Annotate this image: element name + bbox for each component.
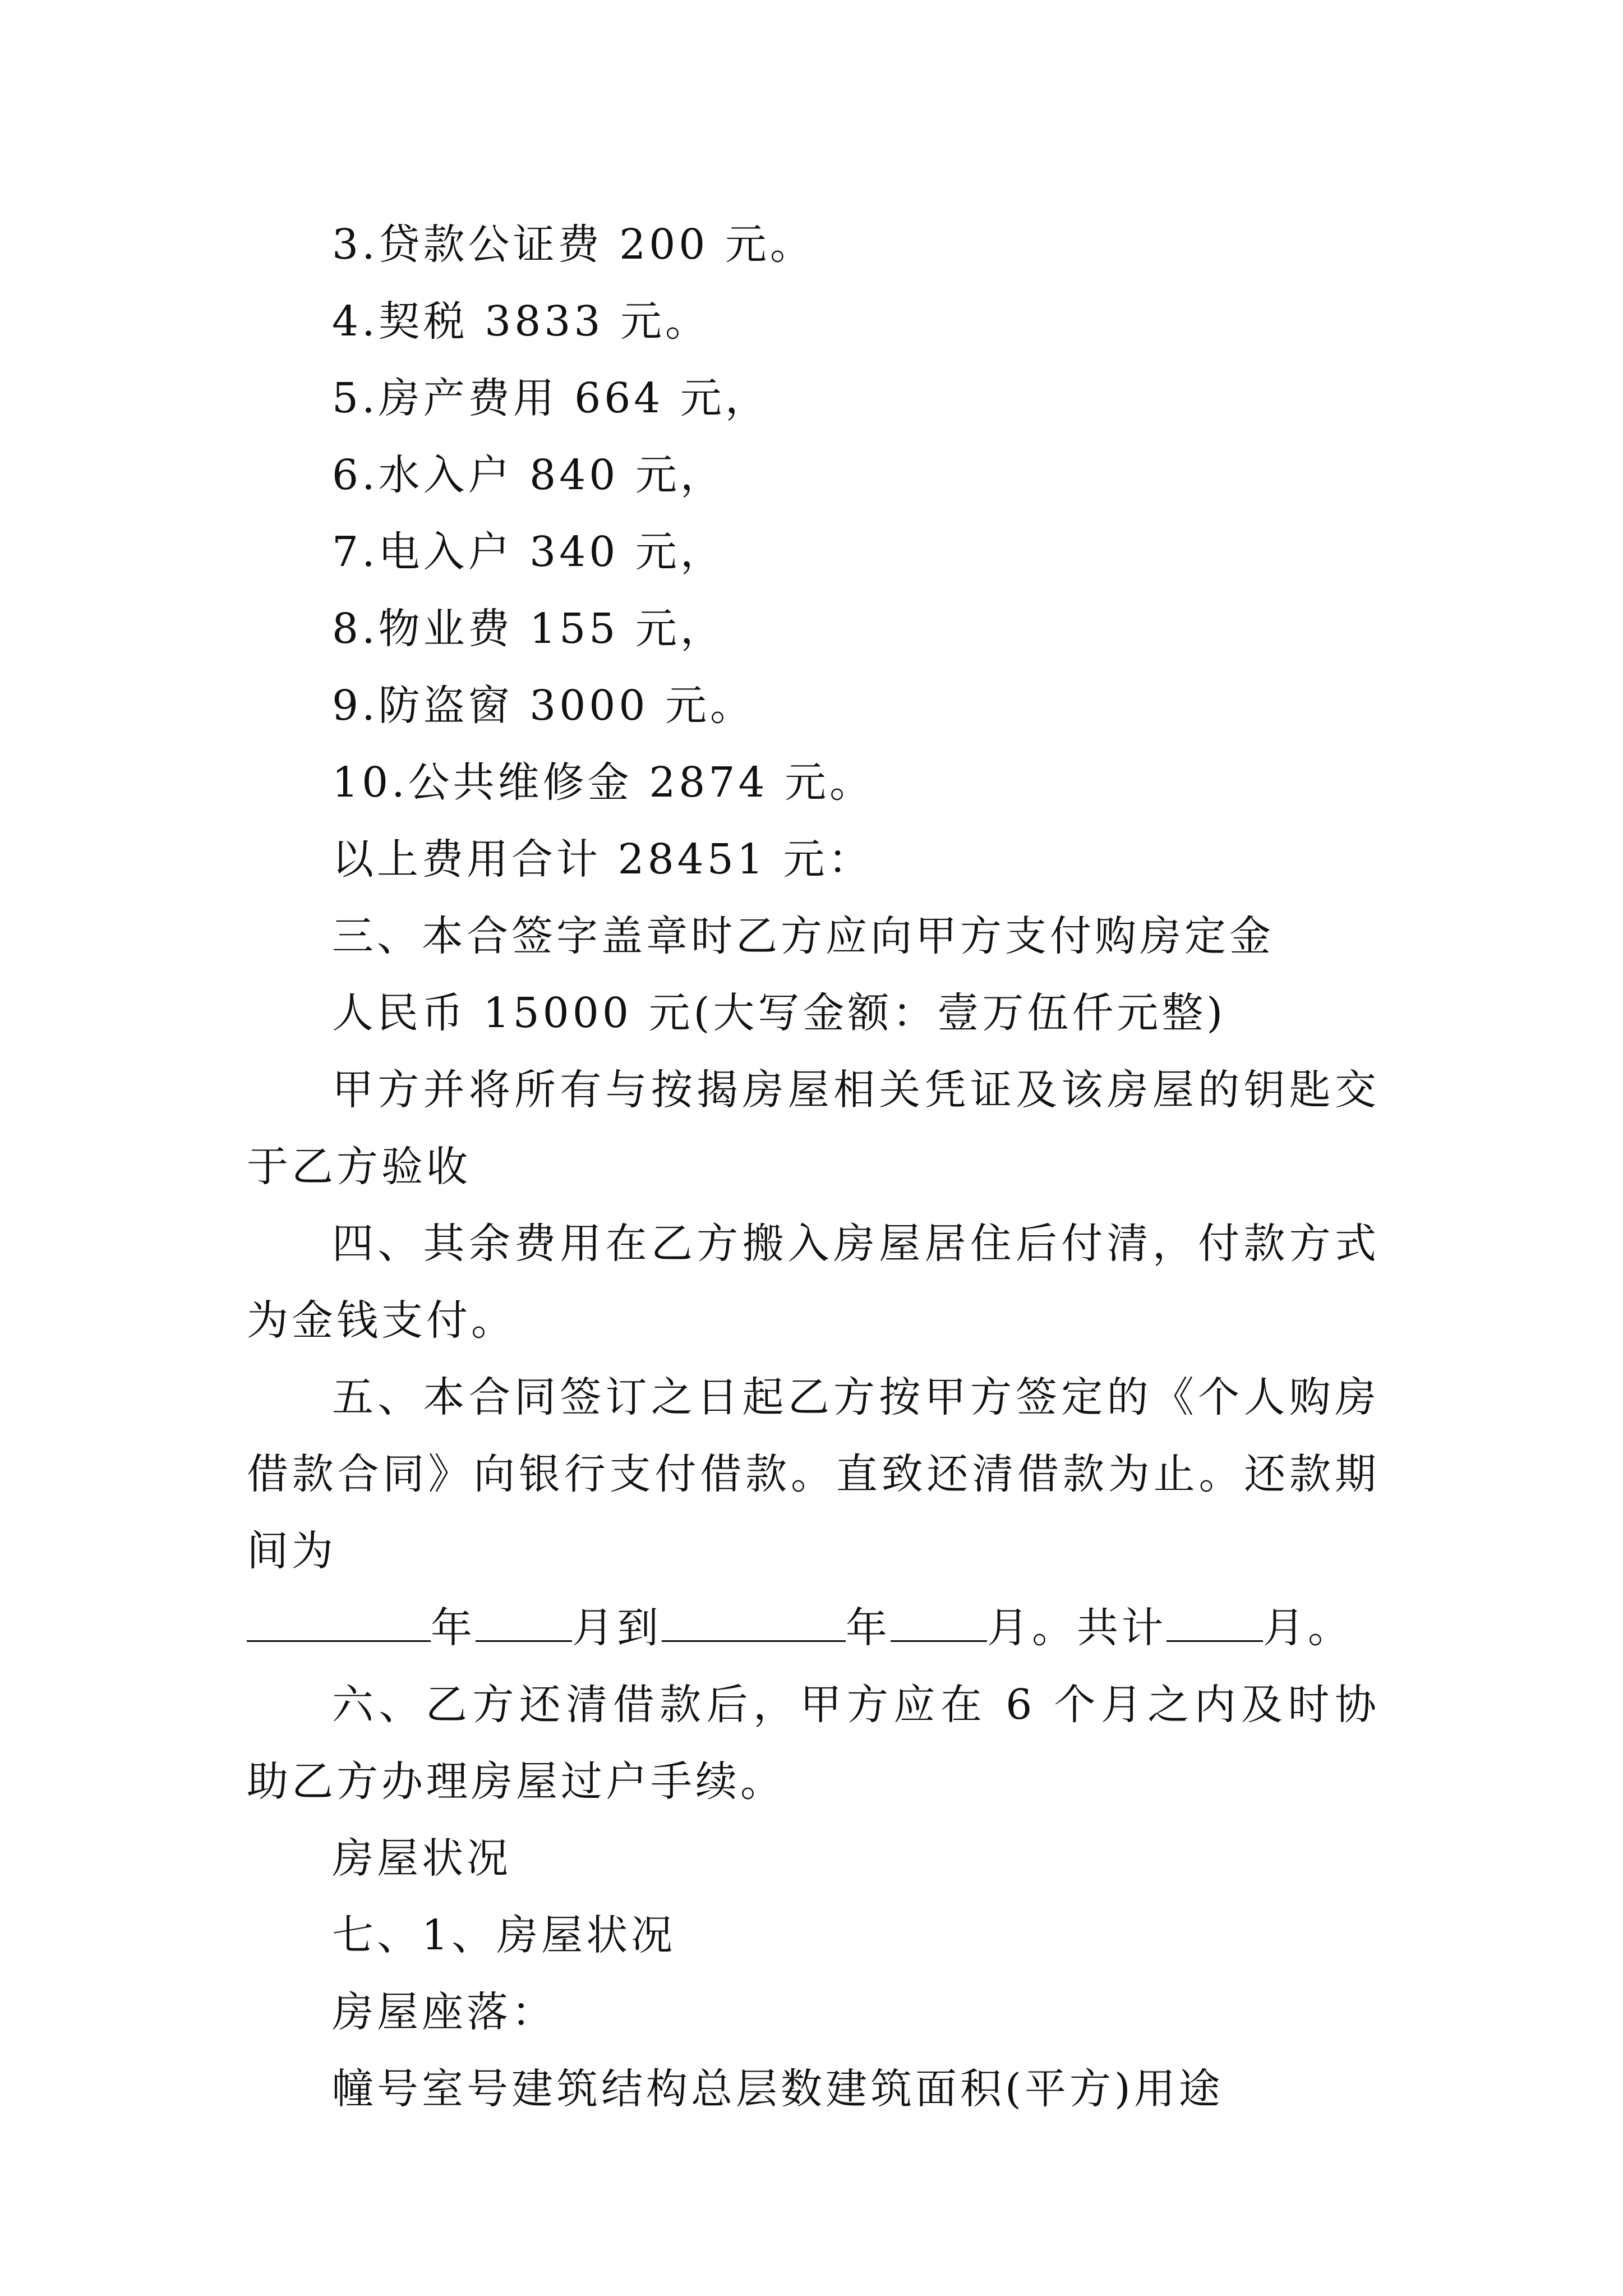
blank-start-year — [247, 1605, 431, 1642]
fee-item-notary: 3.贷款公证费 200 元。 — [332, 220, 815, 269]
document-body — [247, 206, 1380, 2128]
fee-item-electricity: 7.电入户 340 元， — [332, 528, 725, 576]
clause-five: 五、本合同签订之日起乙方按甲方签定的《个人购房借款合同》向银行支付借款。直致还清借款为止。还款期间为 — [247, 1373, 1380, 1575]
label-month-end: 月。 — [1263, 1604, 1353, 1652]
fee-item-maintenance-fund: 10.公共维修金 2874 元。 — [332, 758, 875, 807]
house-location: 房屋座落： — [332, 1988, 556, 2036]
blank-start-month — [476, 1605, 572, 1642]
clause-four: 四、其余费用在乙方搬入房屋居住后付清，付款方式为金钱支付。 — [247, 1220, 1380, 1345]
repayment-period-line — [247, 1590, 1380, 1667]
clause-six: 六、乙方还清借款后，甲方应在 6 个月之内及时协助乙方办理房屋过户手续。 — [247, 1681, 1380, 1806]
blank-end-month — [891, 1605, 987, 1642]
fee-item-deed-tax: 4.契税 3833 元。 — [332, 297, 710, 346]
label-year-2: 年 — [846, 1604, 891, 1652]
house-table-header: 幢号室号建筑结构总层数建筑面积(平方)用途 — [332, 2065, 1224, 2113]
fee-item-security-window: 9.防盗窗 3000 元。 — [332, 682, 755, 730]
label-month-total: 月。共计 — [987, 1604, 1166, 1652]
clause-seven-title: 七、1、房屋状况 — [332, 1911, 676, 1959]
deposit-amount: 人民币 15000 元(大写金额：壹万伍仟元整) — [332, 989, 1227, 1037]
section-house-status: 房屋状况 — [332, 1834, 511, 1883]
fee-item-management: 8.物业费 155 元， — [332, 605, 725, 653]
fee-item-water: 6.水入户 840 元， — [332, 451, 725, 499]
blank-end-year — [662, 1605, 846, 1642]
label-year-1: 年 — [431, 1604, 476, 1652]
blank-total-months — [1166, 1605, 1263, 1642]
fee-item-property: 5.房产费用 664 元， — [332, 374, 770, 422]
clause-keys-handover: 甲方并将所有与按揭房屋相关凭证及该房屋的钥匙交于乙方验收 — [247, 1066, 1380, 1191]
label-month-to: 月到 — [572, 1604, 662, 1652]
fee-total: 以上费用合计 28451 元： — [332, 835, 873, 884]
clause-three: 三、本合签字盖章时乙方应向甲方支付购房定金 — [332, 912, 1274, 960]
